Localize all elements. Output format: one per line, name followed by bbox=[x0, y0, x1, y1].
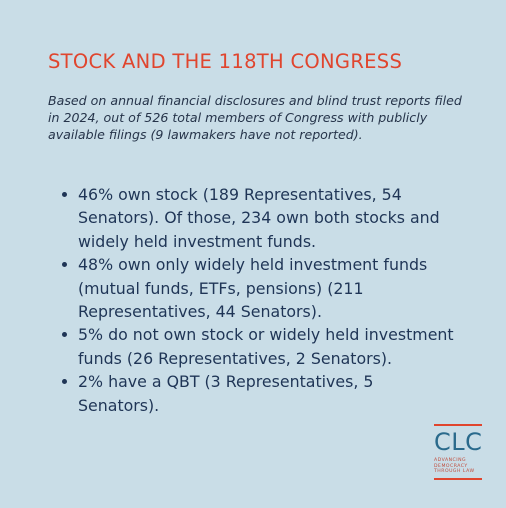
clc-logo bbox=[434, 424, 486, 480]
subtitle: Based on annual financial disclosures and blind trust reports filed in 2024, out of 526 total members of Congress with publicly available filings (9 lawmakers have not reported). bbox=[48, 93, 462, 142]
bullet-item: 5% do not own stock or widely held investment funds (26 Representatives, 2 Senators). bbox=[58, 323, 458, 370]
logo-top-rule bbox=[434, 424, 482, 426]
logo-tagline bbox=[434, 458, 482, 475]
bullet-item: 48% own only widely held investment funds (mutual funds, ETFs, pensions) (211 Representatives, 44 Senators). bbox=[58, 253, 458, 323]
logo-bottom-rule bbox=[434, 478, 482, 480]
bullet-item: 46% own stock (189 Representatives, 54 Senators). Of those, 234 own both stocks and widely held investment funds. bbox=[58, 183, 458, 253]
logo-wordmark: CLC bbox=[434, 428, 483, 456]
logo-tagline-line: THROUGH LAW bbox=[434, 469, 475, 475]
bullet-item: 2% have a QBT (3 Representatives, 5 Senators). bbox=[58, 370, 458, 417]
bullet-list bbox=[58, 183, 458, 417]
logo-tagline-line: ADVANCING bbox=[434, 458, 467, 463]
page-title: STOCK AND THE 118TH CONGRESS bbox=[48, 50, 403, 73]
logo-tagline-line: DEMOCRACY bbox=[434, 463, 468, 469]
